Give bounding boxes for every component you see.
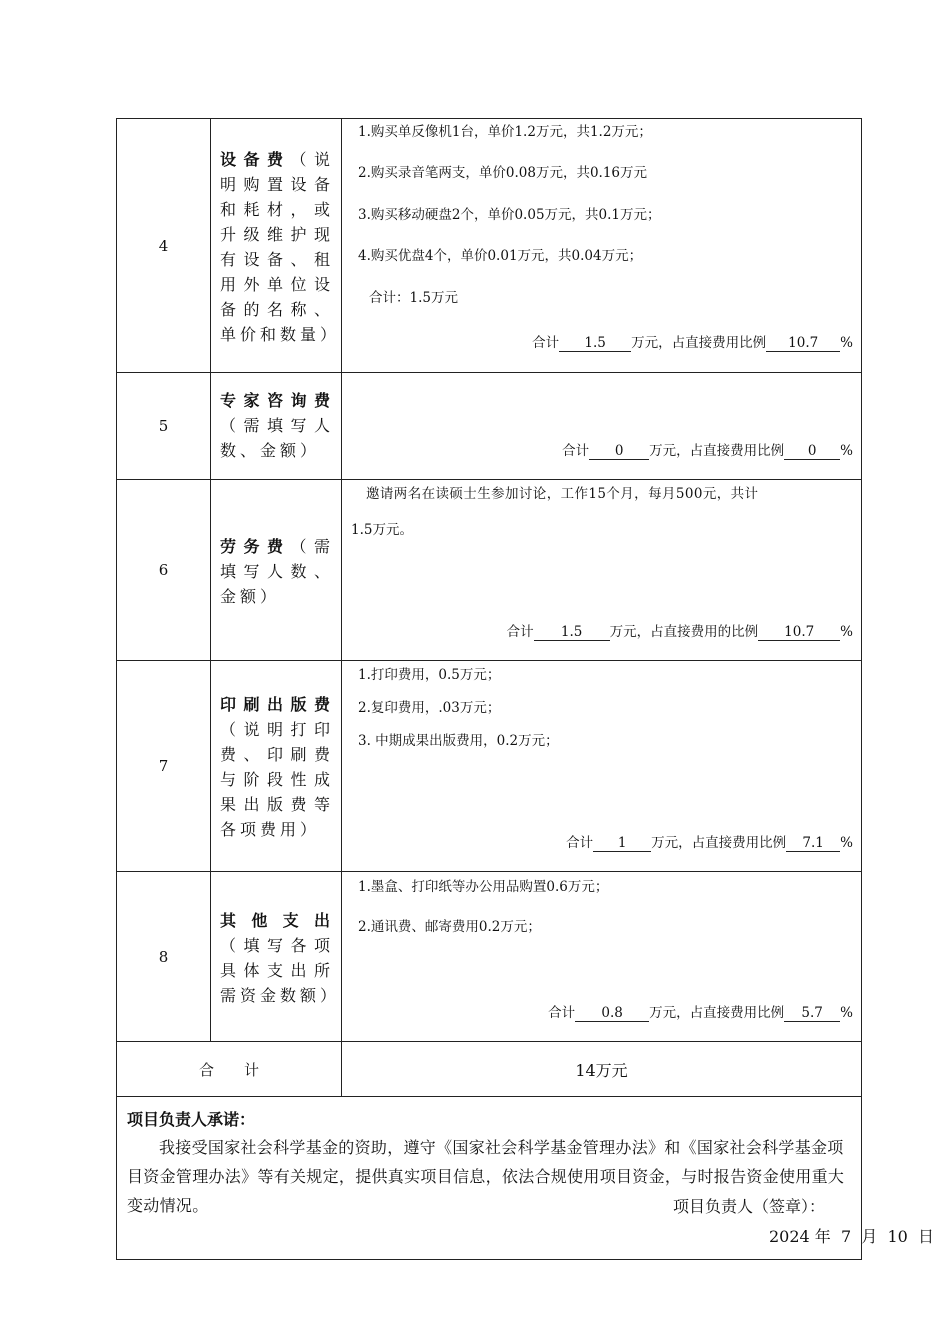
category-title: 设备费 (220, 149, 291, 169)
subtotal-amount: 1.5 (534, 625, 610, 641)
table-row (117, 119, 862, 373)
table-row (117, 661, 862, 872)
item-line: 1.5万元。 (351, 522, 413, 538)
category-cell (211, 661, 342, 872)
subtotal-ratio: 5.7 (784, 1006, 840, 1022)
total-label: 合 计 (117, 1042, 342, 1097)
category-note: （需填写人数、金额） (220, 415, 334, 460)
subtotal-line: 合计 0 万元，占直接费用比例 0 % (562, 443, 853, 459)
subtotal-amount: 0.8 (575, 1006, 649, 1022)
subtotal-line: 合计 0.8 万元，占直接费用比例 5.7 % (548, 1005, 853, 1021)
commitment-cell (117, 1097, 935, 1260)
category-title: 专家咨询费 (220, 390, 334, 410)
row-number: 7 (117, 661, 211, 872)
item-line: 合计：1.5万元 (369, 290, 458, 306)
item-line: 2.通讯费、邮寄费用0.2万元； (358, 919, 541, 935)
total-row (117, 1042, 862, 1097)
commitment-title: 项目负责人承诺： (127, 1110, 256, 1129)
subtotal-ratio: 10.7 (758, 625, 840, 641)
row-number: 4 (117, 119, 211, 373)
item-line: 1.购买单反像机1台，单价1.2万元，共1.2万元； (358, 124, 652, 140)
detail-cell (342, 119, 862, 373)
category-note: （填写各项具体支出所需资金数额） (220, 935, 341, 1005)
category-cell (211, 119, 342, 373)
table-row (117, 480, 862, 661)
subtotal-line: 合计 1.5 万元，占直接费用的比例 10.7 % (506, 624, 853, 640)
category-cell (211, 373, 342, 480)
category-title: 劳务费 (220, 536, 291, 556)
subtotal-amount: 1.5 (559, 336, 631, 352)
detail-cell (342, 661, 862, 872)
budget-table (116, 118, 935, 1260)
subtotal-ratio: 10.7 (766, 336, 840, 352)
subtotal-amount: 0 (589, 444, 649, 460)
category-cell (211, 480, 342, 661)
table-row (117, 872, 862, 1042)
detail-cell (342, 373, 862, 480)
category-cell (211, 872, 342, 1042)
subtotal-line: 合计 1.5 万元，占直接费用比例 10.7 % (532, 335, 853, 351)
detail-cell (342, 872, 862, 1042)
item-line: 1.打印费用，0.5万元； (358, 667, 501, 683)
category-note: （说明购置设备和耗材，或升级维护现有设备、租用外单位设备的名称、单价和数量） (220, 149, 341, 344)
commitment-body: 我接受国家社会科学基金的资助，遵守《国家社会科学基金管理办法》和《国家社会科学基金项目资金管理办法》等有关规定，提供真实项目信息，依法合规使用项目资金，与时报告资金使用重大变动情况。 (127, 1138, 845, 1215)
item-line: 2.购买录音笔两支，单价0.08万元，共0.16万元 (358, 165, 647, 181)
commitment-row (117, 1097, 862, 1260)
subtotal-line: 合计 1 万元，占直接费用比例 7.1 % (566, 835, 853, 851)
subtotal-ratio: 7.1 (786, 836, 840, 852)
signature-date: 2024 年 7 月 10 日 (769, 1227, 935, 1246)
category-note: （需填写人数、金额） (220, 536, 334, 606)
item-line: 3. 中期成果出版费用，0.2万元； (358, 733, 559, 749)
signature-label: 项目负责人（签章）： (673, 1197, 826, 1216)
row-number: 5 (117, 373, 211, 480)
category-title: 印刷出版费 (220, 695, 334, 714)
item-line: 邀请两名在读硕士生参加讨论，工作15个月，每月500元，共计 (366, 486, 759, 502)
category-note: （说明打印费、印刷费与阶段性成果出版费等各项费用） (220, 720, 334, 839)
subtotal-amount: 1 (593, 836, 651, 852)
row-number: 6 (117, 480, 211, 661)
item-line: 3.购买移动硬盘2个，单价0.05万元，共0.1万元； (358, 207, 661, 223)
item-line: 4.购买优盘4个，单价0.01万元，共0.04万元； (358, 248, 643, 264)
total-value: 14万元 (342, 1042, 862, 1097)
row-number: 8 (117, 872, 211, 1042)
item-line: 2.复印费用，.03万元； (358, 700, 501, 716)
item-line: 1.墨盒、打印纸等办公用品购置0.6万元； (358, 879, 609, 895)
subtotal-ratio: 0 (784, 444, 840, 460)
category-title: 其他支出 (220, 910, 334, 930)
detail-cell (342, 480, 862, 661)
table-row (117, 373, 862, 480)
